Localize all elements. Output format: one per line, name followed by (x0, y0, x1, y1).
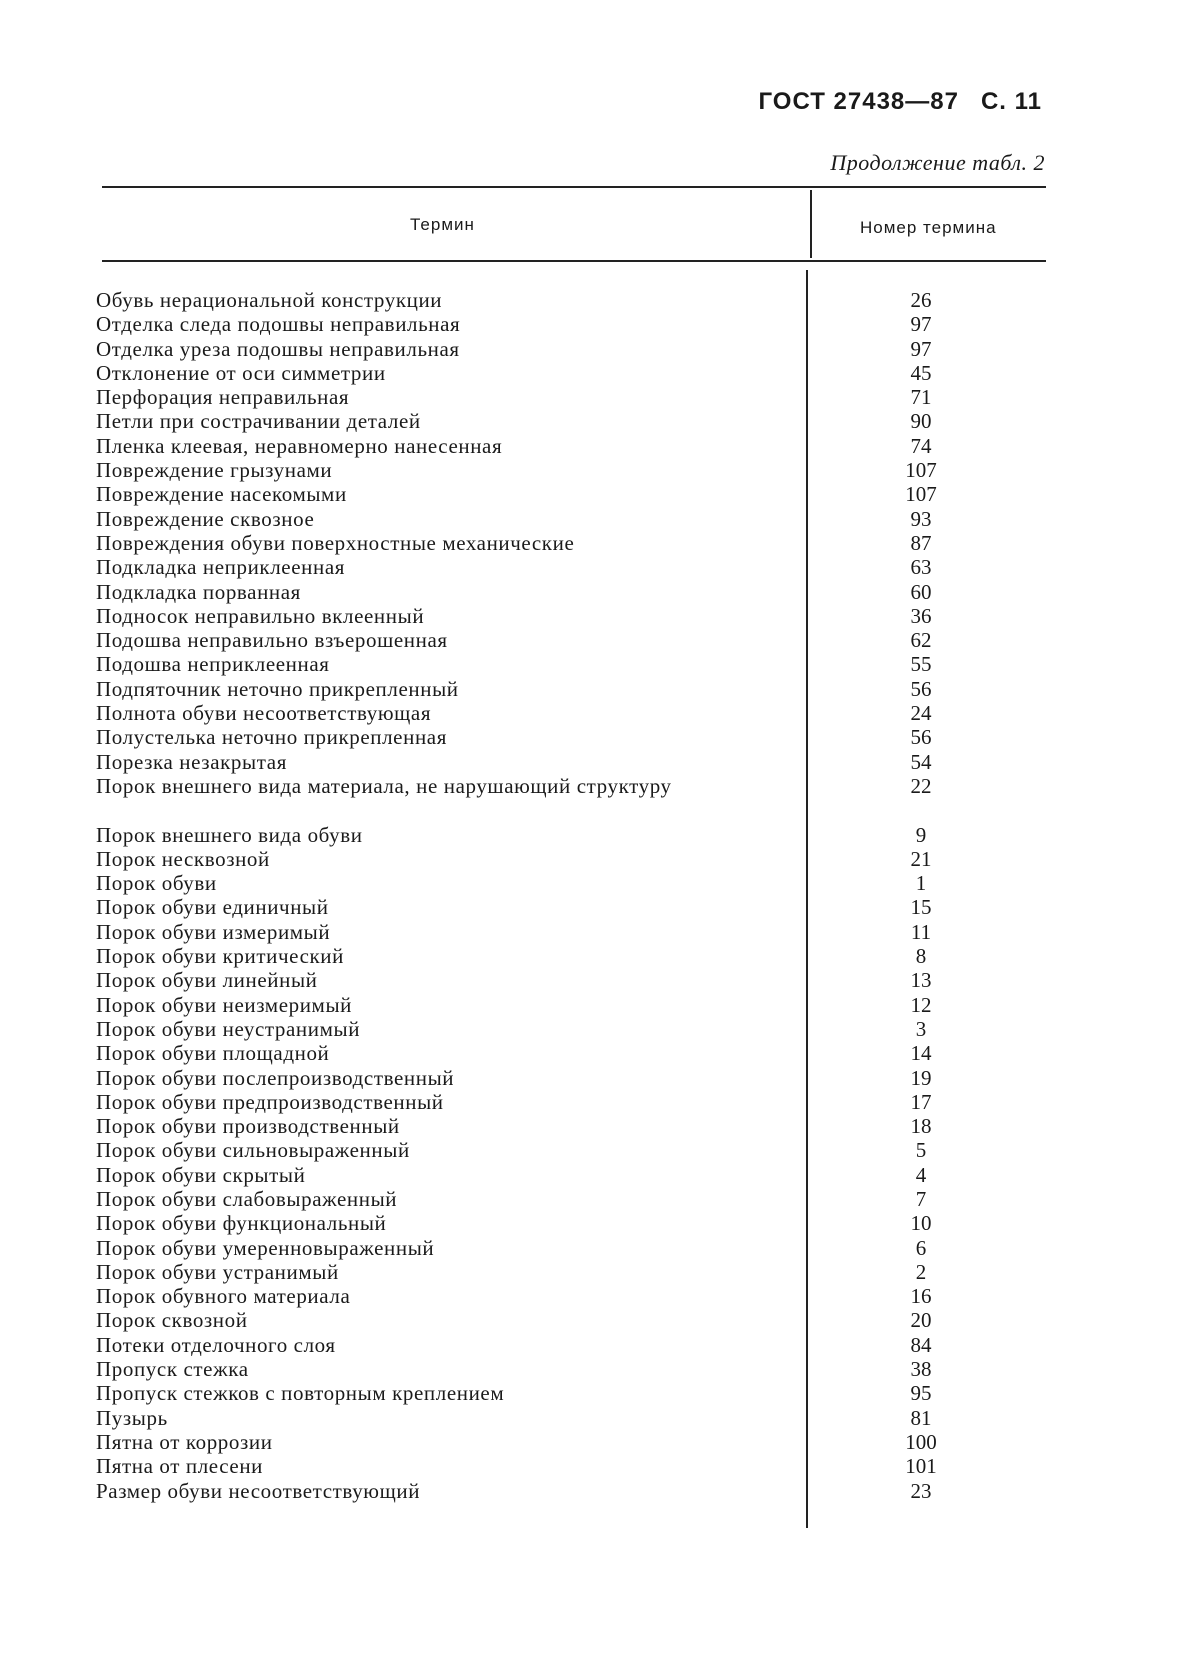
table-row (96, 507, 956, 531)
table-row (96, 920, 956, 944)
term-text: Полустелька неточно прикрепленная (96, 725, 447, 750)
term-text: Повреждение насекомыми (96, 482, 347, 507)
term-number: 90 (910, 409, 932, 434)
term-number: 56 (910, 725, 932, 750)
term-number: 19 (910, 1065, 932, 1090)
term-text: Порок несквозной (96, 846, 270, 871)
table-row (96, 725, 956, 749)
term-text: Порок обуви площадной (96, 1041, 330, 1066)
term-number: 45 (910, 360, 932, 385)
term-text: Размер обуви несоответствующий (96, 1478, 421, 1503)
page-number: С. 11 (980, 88, 1042, 115)
term-number: 56 (910, 676, 932, 701)
table-row (96, 895, 956, 919)
table-row (96, 968, 956, 992)
table-row (96, 1406, 956, 1430)
term-number: 100 (905, 1429, 937, 1454)
term-number: 10 (910, 1211, 932, 1236)
term-text: Пропуск стежка (96, 1357, 249, 1382)
term-text: Подпяточник неточно прикрепленный (96, 676, 459, 701)
term-text: Повреждение сквозное (96, 506, 315, 531)
term-number: 18 (910, 1114, 932, 1139)
table-top-rule (102, 186, 1046, 188)
term-text: Порок обуви измеримый (96, 919, 331, 944)
table-row (96, 604, 956, 628)
table-row (96, 1479, 956, 1503)
term-number: 14 (910, 1041, 932, 1066)
term-text: Порок обуви критический (96, 944, 344, 969)
table-row (96, 458, 956, 482)
term-number: 6 (915, 1235, 927, 1260)
table-row (96, 555, 956, 579)
table-row (96, 1066, 956, 1090)
term-text: Порок обуви производственный (96, 1114, 400, 1139)
term-text: Подкладка порванная (96, 579, 301, 604)
term-text: Полнота обуви несоответствующая (96, 701, 432, 726)
term-number: 81 (910, 1405, 932, 1430)
table-row (96, 993, 956, 1017)
table-row (96, 628, 956, 652)
table-row (96, 701, 956, 725)
term-text: Порок обуви (96, 871, 217, 896)
table-header-rule (102, 260, 1046, 262)
term-text: Потеки отделочного слоя (96, 1332, 336, 1357)
table-row (96, 1430, 956, 1454)
term-text: Пятна от плесени (96, 1454, 263, 1479)
term-text: Пузырь (96, 1405, 168, 1430)
term-text: Петли при сострачивании деталей (96, 409, 421, 434)
table-row (96, 1211, 956, 1235)
term-number: 20 (910, 1308, 932, 1333)
term-text: Подкладка неприклеенная (96, 555, 346, 580)
term-text: Подошва неприклеенная (96, 652, 330, 677)
term-text: Порок обуви единичный (96, 895, 329, 920)
table-row (96, 385, 956, 409)
term-number: 1 (915, 871, 927, 896)
table-row (96, 1357, 956, 1381)
term-number: 107 (905, 458, 937, 483)
table-row (96, 409, 956, 433)
term-text: Повреждения обуви поверхностные механические (96, 530, 575, 555)
term-text: Отделка следа подошвы неправильная (96, 312, 461, 337)
table-row (96, 1333, 956, 1357)
term-text: Порок обуви послепроизводственный (96, 1065, 455, 1090)
term-number: 62 (910, 628, 932, 653)
term-number: 7 (915, 1186, 927, 1211)
term-text: Порок обувного материала (96, 1284, 351, 1309)
term-number: 60 (910, 579, 932, 604)
table-row (96, 1041, 956, 1065)
table-row (96, 944, 956, 968)
table-row (96, 1454, 956, 1478)
terms-list (96, 288, 956, 1503)
table-row (96, 1260, 956, 1284)
term-text: Порок обуви скрытый (96, 1162, 306, 1187)
term-number: 26 (910, 288, 932, 312)
term-number: 71 (910, 385, 932, 410)
term-number: 63 (910, 555, 932, 580)
term-number: 5 (915, 1138, 927, 1163)
table-row (96, 652, 956, 676)
term-text: Порезка незакрытая (96, 749, 287, 774)
term-text: Порок обуви устранимый (96, 1259, 339, 1284)
term-number: 36 (910, 603, 932, 628)
term-text: Обувь нерациональной конструкции (96, 288, 443, 312)
table-row (96, 774, 956, 823)
table-row (96, 847, 956, 871)
term-number: 8 (915, 944, 927, 969)
term-number: 38 (910, 1357, 932, 1382)
table-row (96, 288, 956, 312)
term-text: Подошва неправильно взъерошенная (96, 628, 448, 653)
table-row (96, 823, 956, 847)
term-number: 97 (910, 312, 932, 337)
table-row (96, 871, 956, 895)
term-number: 11 (910, 919, 932, 944)
table-row (96, 337, 956, 361)
term-number: 13 (910, 968, 932, 993)
table-row (96, 1381, 956, 1405)
term-text: Порок обуви сильновыраженный (96, 1138, 410, 1163)
term-text: Порок обуви неизмеримый (96, 992, 352, 1017)
term-text: Порок сквозной (96, 1308, 248, 1333)
term-number: 23 (910, 1478, 932, 1503)
term-number: 3 (915, 1016, 927, 1041)
table-row (96, 1138, 956, 1162)
term-text: Пятна от коррозии (96, 1429, 273, 1454)
table-row (96, 482, 956, 506)
term-number: 9 (915, 822, 927, 847)
term-number: 24 (910, 701, 932, 726)
term-number: 2 (915, 1259, 927, 1284)
term-number: 107 (905, 482, 937, 507)
term-text: Повреждение грызунами (96, 458, 333, 483)
standard-designation: ГОСТ 27438—87 (758, 88, 959, 115)
term-text: Отделка уреза подошвы неправильная (96, 336, 460, 361)
table-row (96, 750, 956, 774)
table-row (96, 1163, 956, 1187)
table-row (96, 361, 956, 385)
term-number: 55 (910, 652, 932, 677)
term-text: Подносок неправильно вклеенный (96, 603, 425, 628)
table-row (96, 1187, 956, 1211)
table-row (96, 580, 956, 604)
term-text: Пропуск стежков с повторным креплением (96, 1381, 505, 1406)
table-row (96, 1308, 956, 1332)
term-number: 93 (910, 506, 932, 531)
table-row (96, 531, 956, 555)
term-number: 54 (910, 749, 932, 774)
table-continuation-label: Продолжение табл. 2 (830, 150, 1045, 175)
table-row (96, 1284, 956, 1308)
term-number: 21 (910, 846, 932, 871)
term-number: 97 (910, 336, 932, 361)
term-number: 74 (910, 433, 932, 458)
page-header (759, 88, 1043, 116)
table-row (96, 1114, 956, 1138)
term-text: Порок обуви функциональный (96, 1211, 387, 1236)
term-number: 95 (910, 1381, 932, 1406)
term-number: 101 (905, 1454, 937, 1479)
term-number: 4 (915, 1162, 927, 1187)
table-row (96, 677, 956, 701)
column-header-term: Термин (410, 215, 475, 234)
term-text: Порок обуви умеренновыраженный (96, 1235, 435, 1260)
term-number: 87 (910, 530, 932, 555)
term-text: Перфорация неправильная (96, 385, 350, 410)
table-row (96, 312, 956, 336)
table-row (96, 1090, 956, 1114)
column-header-number: Номер термина (860, 218, 997, 237)
term-text: Отклонение от оси симметрии (96, 360, 386, 385)
table-row (96, 434, 956, 458)
term-number: 17 (910, 1089, 932, 1114)
term-text: Порок обуви предпроизводственный (96, 1089, 444, 1114)
term-text: Порок внешнего вида материала, не нарушающий структуру (96, 773, 672, 798)
term-text: Порок обуви слабовыраженный (96, 1186, 398, 1211)
table-header-divider (810, 190, 812, 258)
term-number: 15 (910, 895, 932, 920)
term-text: Пленка клеевая, неравномерно нанесенная (96, 433, 503, 458)
table-row (96, 1017, 956, 1041)
term-text: Порок обуви неустранимый (96, 1016, 361, 1041)
term-text: Порок внешнего вида обуви (96, 822, 363, 847)
term-number: 84 (910, 1332, 932, 1357)
term-number: 16 (910, 1284, 932, 1309)
term-text: Порок обуви линейный (96, 968, 318, 993)
term-number: 12 (910, 992, 932, 1017)
table-row (96, 1236, 956, 1260)
term-number: 22 (910, 773, 932, 798)
